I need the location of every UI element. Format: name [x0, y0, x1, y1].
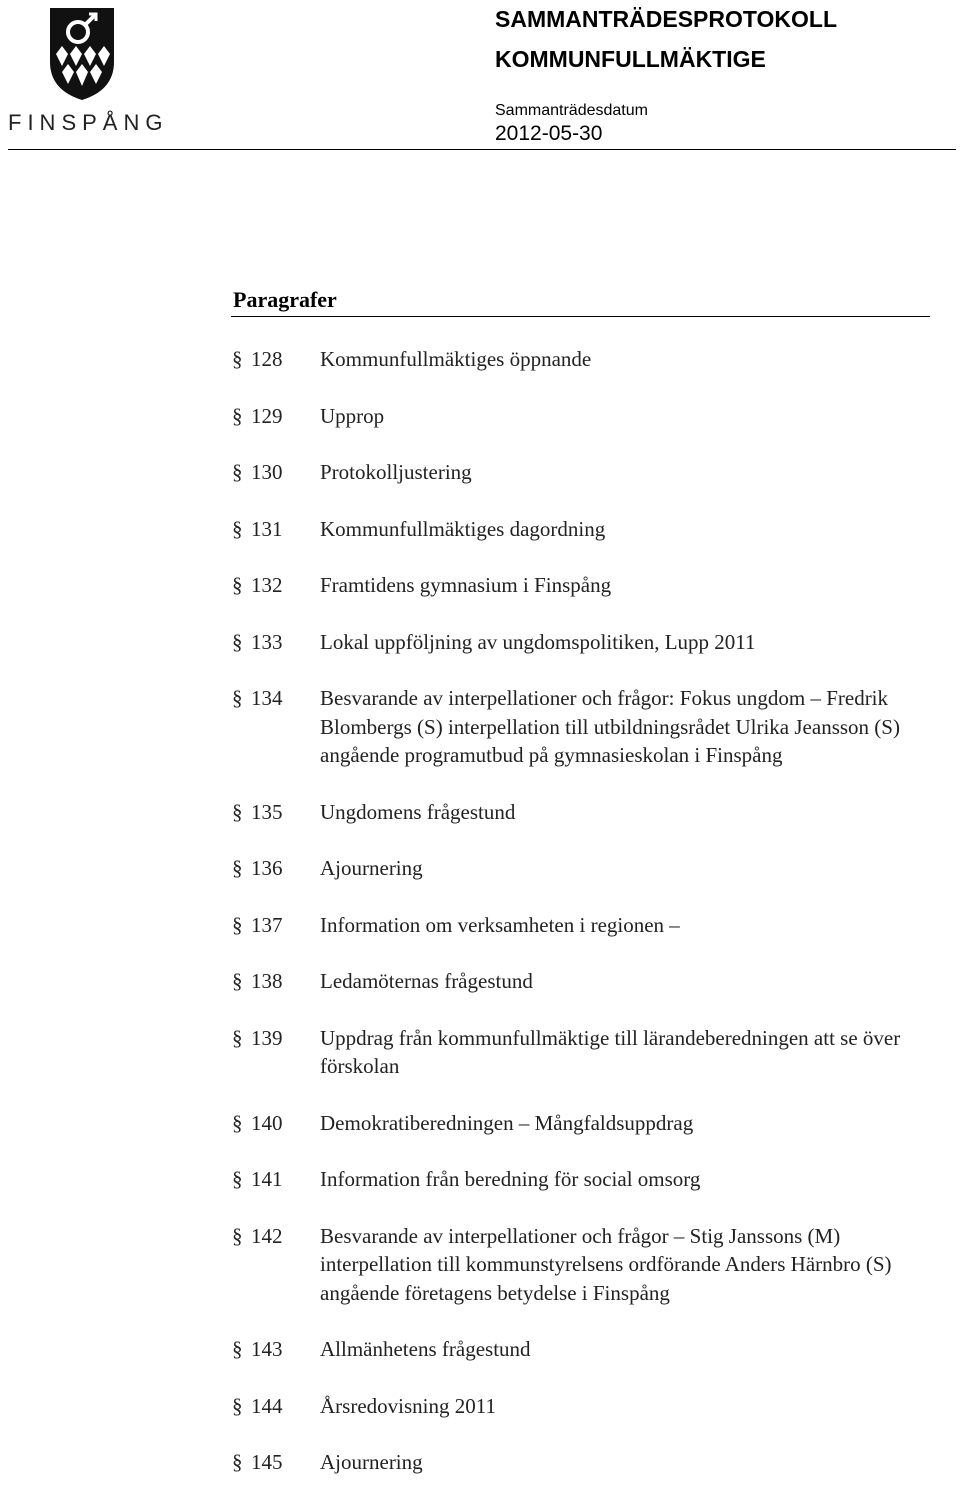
paragraph-item [232, 515, 952, 544]
section-symbol: § [232, 799, 243, 824]
paragraph-item [232, 911, 952, 940]
paragraph-title: Ajournering [320, 1450, 423, 1474]
logo-wordmark: FINSPÅNG [8, 110, 169, 135]
paragraph-title: Protokolljustering [320, 460, 472, 484]
paragraph-title: Ledamöternas frågestund [320, 969, 533, 993]
paragraph-number: 137 [251, 912, 283, 937]
paragraph-item [232, 967, 952, 996]
paragraph-number: 128 [251, 347, 283, 371]
section-symbol: § [232, 969, 243, 993]
paragraph-title: Demokratiberedningen – Mångfaldsuppdrag [320, 1110, 694, 1135]
paragraph-number: 129 [251, 403, 283, 428]
paragraph-title: Ungdomens frågestund [320, 799, 516, 824]
coat-of-arms-icon [48, 6, 116, 102]
section-symbol: § [232, 1110, 243, 1135]
paragraph-number: 143 [251, 1337, 283, 1361]
paragraph-number: 134 [251, 686, 283, 710]
section-divider [231, 316, 930, 317]
paragraph-item [232, 1109, 952, 1138]
document-title: SAMMANTRÄDESPROTOKOLL [495, 6, 838, 32]
section-symbol: § [232, 1393, 243, 1418]
paragraph-number: 139 [251, 1025, 283, 1050]
section-symbol: § [232, 1025, 243, 1050]
paragraph-item [232, 402, 952, 431]
paragraph-item [232, 798, 952, 827]
paragraph-number: 131 [251, 516, 283, 541]
section-symbol: § [232, 686, 243, 710]
paragraph-item [232, 1024, 952, 1081]
document-subtitle: KOMMUNFULLMÄKTIGE [495, 46, 766, 72]
section-symbol: § [232, 573, 243, 597]
section-symbol: § [232, 403, 243, 428]
paragraph-title: Besvarande av interpellationer och frågor: Fokus ungdom – Fredrik Blombergs (S) interpellation till utbildningsrådet Ulrika Jeansson (S) angående programutbud på gymnasieskolan i Finspång [320, 686, 900, 767]
section-symbol: § [232, 1223, 243, 1248]
meeting-date: 2012-05-30 [495, 122, 603, 145]
section-symbol: § [232, 516, 243, 541]
paragraph-item [232, 684, 952, 770]
paragraph-item [232, 628, 952, 657]
paragraph-title: Besvarande av interpellationer och frågor – Stig Janssons (M) interpellation till kommunstyrelsens ordförande Anders Härnbro (S) angående företagens betydelse i Finspång [320, 1223, 892, 1305]
paragraph-number: 136 [251, 856, 283, 880]
paragraph-number: 144 [251, 1393, 283, 1418]
header-divider [8, 149, 956, 150]
paragraph-item [232, 1165, 952, 1194]
section-symbol: § [232, 1167, 243, 1191]
section-symbol: § [232, 460, 243, 484]
section-symbol: § [232, 629, 243, 654]
municipality-logo [8, 6, 169, 135]
section-symbol: § [232, 1337, 243, 1361]
section-title: Paragrafer [233, 287, 337, 312]
paragraph-title: Ajournering [320, 856, 423, 880]
paragraph-item [232, 1392, 952, 1421]
paragraph-item [232, 458, 952, 487]
paragraph-number: 145 [251, 1450, 283, 1474]
paragraph-number: 138 [251, 969, 283, 993]
paragraph-number: 132 [251, 573, 283, 597]
paragraph-item [232, 345, 952, 374]
paragraph-number: 133 [251, 629, 283, 654]
section-symbol: § [232, 347, 243, 371]
paragraph-title: Allmänhetens frågestund [320, 1337, 531, 1361]
paragraph-title: Årsredovisning 2011 [320, 1393, 496, 1418]
section-symbol: § [232, 912, 243, 937]
meeting-date-label: Sammanträdesdatum [495, 102, 648, 119]
paragraph-item [232, 1335, 952, 1364]
paragraph-list [232, 345, 952, 1505]
paragraph-title: Information från beredning för social omsorg [320, 1167, 701, 1191]
paragraph-title: Uppdrag från kommunfullmäktige till lärandeberedningen att se över förskolan [320, 1025, 901, 1078]
paragraph-number: 141 [251, 1167, 283, 1191]
paragraph-title: Lokal uppföljning av ungdomspolitiken, Lupp 2011 [320, 629, 756, 654]
paragraph-number: 130 [251, 460, 283, 484]
paragraph-item [232, 854, 952, 883]
paragraph-item [232, 571, 952, 600]
paragraph-item [232, 1448, 952, 1477]
paragraph-number: 140 [251, 1110, 283, 1135]
paragraph-title: Framtidens gymnasium i Finspång [320, 573, 612, 597]
paragraph-title: Information om verksamheten i regionen – [320, 912, 680, 937]
paragraph-title: Upprop [320, 403, 385, 428]
paragraph-number: 142 [251, 1223, 283, 1248]
section-symbol: § [232, 1450, 243, 1474]
paragraph-number: 135 [251, 799, 283, 824]
paragraph-title: Kommunfullmäktiges öppnande [320, 347, 592, 371]
section-symbol: § [232, 856, 243, 880]
paragraph-item [232, 1222, 952, 1308]
paragraph-title: Kommunfullmäktiges dagordning [320, 516, 606, 541]
